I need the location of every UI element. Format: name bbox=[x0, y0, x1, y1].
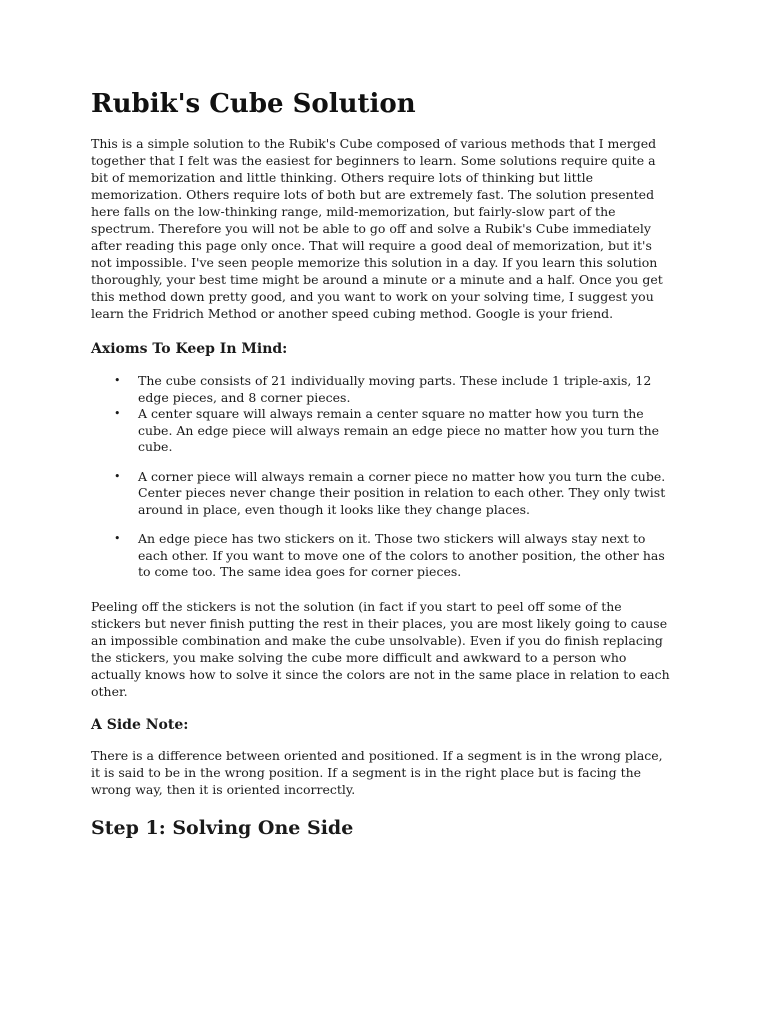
list-item bbox=[91, 469, 675, 519]
page-title: Rubik's Cube Solution bbox=[91, 89, 416, 119]
axioms-list bbox=[91, 373, 675, 581]
intro-paragraph: This is a simple solution to the Rubik's Cube composed of various methods that I merged together that I felt was the easiest for beginners to learn. Some solutions require quite a bit of memorization and little thinking. Others require lots of thinking but little memorization. Others require lots of both but are extremely fast. The solution presented here falls on the low-thinking range, mild-memorization, but fairly-slow part of the spectrum. Therefore you will not be able to go off and solve a Rubik's Cube immediately after reading this page only once. That will require a good deal of memorization, but it's not impossible. I've seen people memorize this solution in a day. If you learn this solution thoroughly, your best time might be around a minute or a minute and a half. Once you get this method down pretty good, and you want to work on your solving time, I suggest you learn the Fridrich Method or another speed cubing method. Google is your friend. bbox=[91, 136, 663, 321]
document-page bbox=[91, 86, 675, 841]
bullet-icon: • bbox=[114, 469, 121, 483]
list-item-text: A corner piece will always remain a corner piece no matter how you turn the cube. Center pieces never change their position in relation to each other. They only twist around in place, even though it looks like they change places. bbox=[138, 468, 666, 517]
list-item-text: A center square will always remain a center square no matter how you turn the cube. An edge piece will always remain an edge piece no matter how you turn the cube. bbox=[138, 406, 660, 454]
list-item bbox=[91, 373, 675, 406]
bullet-icon: • bbox=[114, 374, 121, 387]
side-note-heading: A Side Note: bbox=[91, 716, 189, 733]
bullet-icon: • bbox=[114, 532, 121, 545]
axioms-heading: Axioms To Keep In Mind: bbox=[91, 341, 288, 357]
list-item bbox=[91, 406, 675, 456]
bullet-icon: • bbox=[114, 407, 121, 420]
list-item-text: The cube consists of 21 individually moving parts. These include 1 triple-axis, 12 edge pieces, and 8 corner pieces. bbox=[138, 373, 652, 405]
step1-heading: Step 1: Solving One Side bbox=[91, 816, 354, 839]
peeling-paragraph: Peeling off the stickers is not the solution (in fact if you start to peel off some of the stickers but never finish putting the rest in their places, you are most likely going to cause an impossible combination and make the cube unsolvable). Even if you do finish replacing the stickers, you make solving the cube more difficult and awkward to a person who actually knows how to solve it since the colors are not in the same place in relation to each other. bbox=[91, 598, 670, 699]
list-item-text: An edge piece has two stickers on it. Those two stickers will always stay next to each other. If you want to move one of the colors to another position, the other has to come too. The same idea goes for corner pieces. bbox=[138, 531, 665, 579]
side-note-paragraph: There is a difference between oriented and positioned. If a segment is in the wrong place, it is said to be in the wrong position. If a segment is in the right place but is facing the wrong way, then it is oriented incorrectly. bbox=[91, 747, 663, 797]
list-item bbox=[91, 531, 675, 581]
